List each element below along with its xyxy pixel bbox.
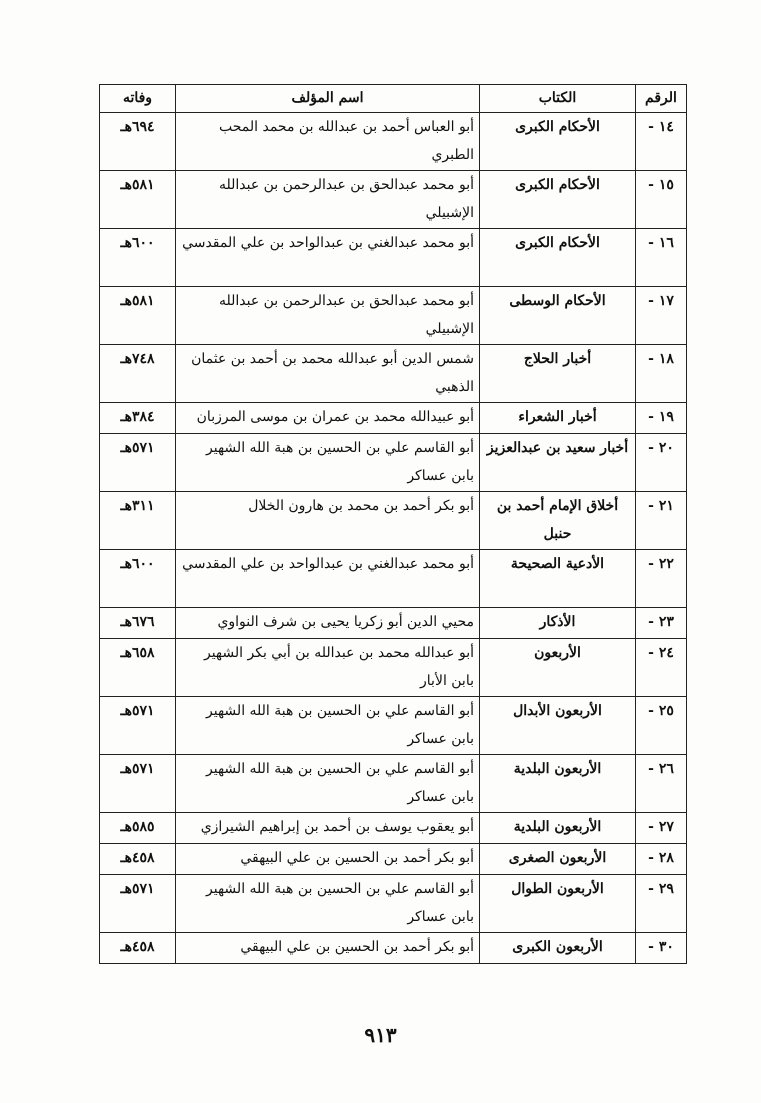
row-num: ١٧ - xyxy=(636,287,687,345)
row-author: أبو محمد عبدالحق بن عبدالرحمن بن عبدالله الإشبيلي xyxy=(176,171,480,229)
row-death: ٥٧١هـ xyxy=(100,434,176,492)
table-row xyxy=(100,492,687,550)
row-death: ٥٧١هـ xyxy=(100,875,176,933)
table-header-row xyxy=(100,85,687,113)
row-num: ٢٩ - xyxy=(636,875,687,933)
row-death: ٦٥٨هـ xyxy=(100,639,176,697)
row-book: أخبار الحلاج xyxy=(480,345,636,403)
row-death: ٦٠٠هـ xyxy=(100,550,176,608)
page-number: ٩١٣ xyxy=(364,1023,397,1047)
row-book: أخبار سعيد بن عبدالعزيز xyxy=(480,434,636,492)
row-author: أبو بكر أحمد بن الحسين بن علي البيهقي xyxy=(176,844,480,875)
row-author: أبو بكر أحمد بن محمد بن هارون الخلال xyxy=(176,492,480,550)
row-num: ١٦ - xyxy=(636,229,687,287)
row-death: ٥٧١هـ xyxy=(100,697,176,755)
row-book: الأحكام الكبرى xyxy=(480,113,636,171)
row-num: ٢٥ - xyxy=(636,697,687,755)
row-book: الأربعون البلدية xyxy=(480,755,636,813)
row-num: ٢١ - xyxy=(636,492,687,550)
table-row xyxy=(100,345,687,403)
row-book: الأربعون الطوال xyxy=(480,875,636,933)
row-num: ١٥ - xyxy=(636,171,687,229)
header-book: الكتاب xyxy=(480,85,636,113)
row-author: شمس الدين أبو عبدالله محمد بن أحمد بن عثمان الذهبي xyxy=(176,345,480,403)
table-row xyxy=(100,403,687,434)
row-num: ٣٠ - xyxy=(636,933,687,964)
row-book: الأربعون xyxy=(480,639,636,697)
row-book: الأدعية الصحيحة xyxy=(480,550,636,608)
row-author: أبو بكر أحمد بن الحسين بن علي البيهقي xyxy=(176,933,480,964)
row-book: الأحكام الكبرى xyxy=(480,171,636,229)
table-row xyxy=(100,434,687,492)
row-death: ٧٤٨هـ xyxy=(100,345,176,403)
table-row xyxy=(100,608,687,639)
row-author: أبو القاسم علي بن الحسين بن هبة الله الشهير بابن عساكر xyxy=(176,697,480,755)
table-row xyxy=(100,171,687,229)
row-author: محيي الدين أبو زكريا يحيى بن شرف النواوي xyxy=(176,608,480,639)
row-death: ٤٥٨هـ xyxy=(100,933,176,964)
row-num: ٢٠ - xyxy=(636,434,687,492)
row-author: أبو القاسم علي بن الحسين بن هبة الله الشهير بابن عساكر xyxy=(176,755,480,813)
row-author: أبو محمد عبدالحق بن عبدالرحمن بن عبدالله الإشبيلي xyxy=(176,287,480,345)
table-row xyxy=(100,697,687,755)
row-num: ١٨ - xyxy=(636,345,687,403)
row-author: أبو محمد عبدالغني بن عبدالواحد بن علي المقدسي xyxy=(176,229,480,287)
row-book: الأربعون الكبرى xyxy=(480,933,636,964)
row-death: ٤٥٨هـ xyxy=(100,844,176,875)
row-author: أبو عبيدالله محمد بن عمران بن موسى المرزبان xyxy=(176,403,480,434)
table-row xyxy=(100,550,687,608)
table-row xyxy=(100,755,687,813)
row-death: ٣٨٤هـ xyxy=(100,403,176,434)
row-death: ٥٨١هـ xyxy=(100,171,176,229)
row-book: الأذكار xyxy=(480,608,636,639)
row-book: الأربعون البلدية xyxy=(480,813,636,844)
row-death: ٦٠٠هـ xyxy=(100,229,176,287)
row-book: الأحكام الوسطى xyxy=(480,287,636,345)
row-author: أبو عبدالله محمد بن عبدالله بن أبي بكر الشهير بابن الأبار xyxy=(176,639,480,697)
header-num: الرقم xyxy=(636,85,687,113)
row-num: ٢٤ - xyxy=(636,639,687,697)
row-num: ٢٢ - xyxy=(636,550,687,608)
row-book: الأربعون الصغرى xyxy=(480,844,636,875)
table-row xyxy=(100,813,687,844)
table-row xyxy=(100,933,687,964)
row-author: أبو العباس أحمد بن عبدالله بن محمد المحب الطبري xyxy=(176,113,480,171)
table-row xyxy=(100,844,687,875)
row-death: ٥٨٥هـ xyxy=(100,813,176,844)
row-num: ٢٨ - xyxy=(636,844,687,875)
row-num: ٢٦ - xyxy=(636,755,687,813)
row-num: ١٩ - xyxy=(636,403,687,434)
row-book: أخبار الشعراء xyxy=(480,403,636,434)
row-death: ٥٨١هـ xyxy=(100,287,176,345)
row-death: ٦٩٤هـ xyxy=(100,113,176,171)
row-book: الأحكام الكبرى xyxy=(480,229,636,287)
table-row xyxy=(100,229,687,287)
row-num: ٢٣ - xyxy=(636,608,687,639)
row-book: الأربعون الأبدال xyxy=(480,697,636,755)
authors-table xyxy=(99,84,687,964)
row-death: ٣١١هـ xyxy=(100,492,176,550)
table-row xyxy=(100,875,687,933)
table-row xyxy=(100,113,687,171)
row-author: أبو محمد عبدالغني بن عبدالواحد بن علي المقدسي xyxy=(176,550,480,608)
row-author: أبو يعقوب يوسف بن أحمد بن إبراهيم الشيرازي xyxy=(176,813,480,844)
row-author: أبو القاسم علي بن الحسين بن هبة الله الشهير بابن عساكر xyxy=(176,875,480,933)
table-row xyxy=(100,287,687,345)
row-death: ٥٧١هـ xyxy=(100,755,176,813)
header-author: اسم المؤلف xyxy=(176,85,480,113)
row-num: ١٤ - xyxy=(636,113,687,171)
row-num: ٢٧ - xyxy=(636,813,687,844)
table-row xyxy=(100,639,687,697)
row-death: ٦٧٦هـ xyxy=(100,608,176,639)
row-author: أبو القاسم علي بن الحسين بن هبة الله الشهير بابن عساكر xyxy=(176,434,480,492)
header-death: وفاته xyxy=(100,85,176,113)
row-book: أخلاق الإمام أحمد بن حنبل xyxy=(480,492,636,550)
